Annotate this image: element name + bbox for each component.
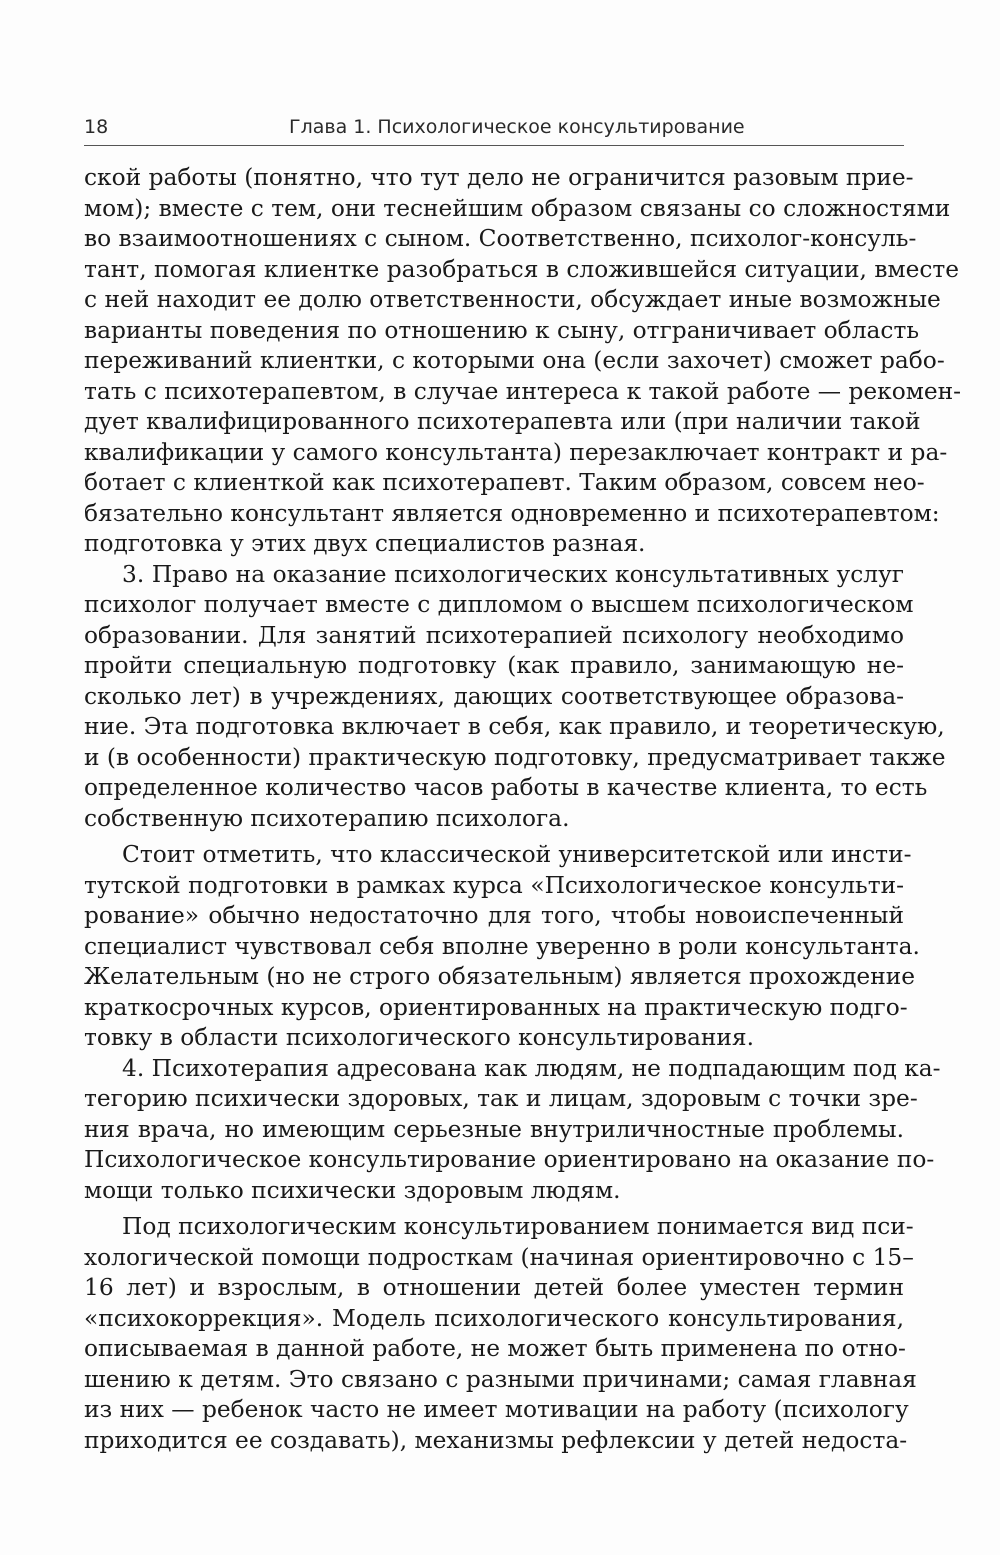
text-line: тутской подготовки в рамках курса «Психологическое консульти- [84, 871, 904, 899]
text-line: 4. Психотерапия адресована как людям, не подпадающим под ка- [122, 1054, 941, 1082]
text-line: с ней находит ее долю ответственности, обсуждает иные возможные [84, 286, 941, 313]
text-line: тегорию психически здоровых, так и лицам, здоровым с точки зре- [84, 1085, 918, 1112]
text-line: специалист чувствовал себя вполне уверенно в роли консультанта. [84, 932, 920, 960]
text-line: мом); вместе с тем, они теснейшим образом связаны со сложностями [84, 194, 951, 222]
running-head [84, 112, 904, 144]
text-line: краткосрочных курсов, ориентированных на практическую подго- [84, 993, 908, 1021]
text-line: приходится ее создавать), механизмы рефлексии у детей недоста- [84, 1426, 908, 1454]
header-divider [84, 145, 904, 146]
page-number: 18 [84, 116, 109, 138]
text-line: тать с психотерапевтом, в случае интереса к такой работе — рекомен- [84, 377, 962, 405]
text-line: «психокоррекция». Модель психологического консультирования, [84, 1304, 904, 1332]
text-line: Психологическое консультирование ориентировано на оказание по- [84, 1146, 935, 1173]
paragraph-3 [84, 840, 920, 1054]
text-line: варианты поведения по отношению к сыну, отграничивает область [84, 316, 920, 344]
paragraph-4 [84, 1054, 941, 1207]
body-text [84, 163, 962, 1456]
text-line: определенное количество часов работы в качестве клиента, то есть [84, 774, 928, 801]
text-line: переживаний клиентки, с которыми она (если захочет) сможет рабо- [84, 347, 945, 374]
text-line: пройти специальную подготовку (как правило, занимающую не- [84, 652, 904, 679]
text-line: мощи только психически здоровым людям. [84, 1176, 621, 1204]
text-line: психолог получает вместе с дипломом о высшем психологическом [84, 591, 914, 618]
text-line: и (в особенности) практическую подготовку, предусматривает также [84, 743, 946, 771]
paragraph-1 [84, 163, 962, 560]
text-line: ской работы (понятно, что тут дело не ограничится разовым прие- [84, 164, 914, 191]
text-line: рование» обычно недостаточно для того, чтобы новоиспеченный [84, 902, 904, 929]
text-line: образовании. Для занятий психотерапией психологу необходимо [84, 621, 904, 649]
text-line: из них — ребенок часто не имеет мотивации на работу (психологу [84, 1396, 909, 1423]
text-line: бязательно консультант является одновременно и психотерапевтом: [84, 499, 940, 527]
text-line: хологической помощи подросткам (начиная ориентировочно с 15– [84, 1243, 914, 1271]
text-line: дует квалифицированного психотерапевта или (при наличии такой [84, 408, 921, 435]
text-line: ботает с клиенткой как психотерапевт. Таким образом, совсем нео- [84, 469, 925, 496]
text-line: Желательным (но не строго обязательным) является прохождение [84, 963, 916, 990]
text-line: 16 лет) и взрослым, в отношении детей более уместен термин [84, 1274, 904, 1301]
text-line: описываемая в данной работе, не может быть применена по отно- [84, 1335, 906, 1362]
text-line: товку в области психологического консультирования. [84, 1024, 754, 1051]
text-line: во взаимоотношениях с сыном. Соответственно, психолог-консуль- [84, 225, 917, 252]
paragraph-2 [84, 560, 946, 835]
text-line: собственную психотерапию психолога. [84, 804, 570, 832]
text-line: шению к детям. Это связано с разными причинами; самая главная [84, 1365, 917, 1393]
text-line: 3. Право на оказание психологических консультативных услуг [122, 560, 904, 588]
text-line: Стоит отметить, что классической университетской или инсти- [122, 841, 912, 868]
text-line: ния врача, но имеющим серьезные внутриличностные проблемы. [84, 1115, 904, 1143]
text-line: Под психологическим консультированием понимается вид пси- [122, 1213, 914, 1240]
paragraph-5 [84, 1212, 917, 1456]
text-line: сколько лет) в учреждениях, дающих соответствующее образова- [84, 682, 904, 710]
text-line: квалификации у самого консультанта) перезаключает контракт и ра- [84, 438, 948, 466]
chapter-title: Глава 1. Психологическое консультирование [289, 116, 745, 138]
text-line: ние. Эта подготовка включает в себя, как правило, и теоретическую, [84, 713, 945, 740]
text-line: подготовка у этих двух специалистов разная. [84, 530, 646, 557]
text-line: тант, помогая клиентке разобраться в сложившейся ситуации, вместе [84, 255, 960, 283]
